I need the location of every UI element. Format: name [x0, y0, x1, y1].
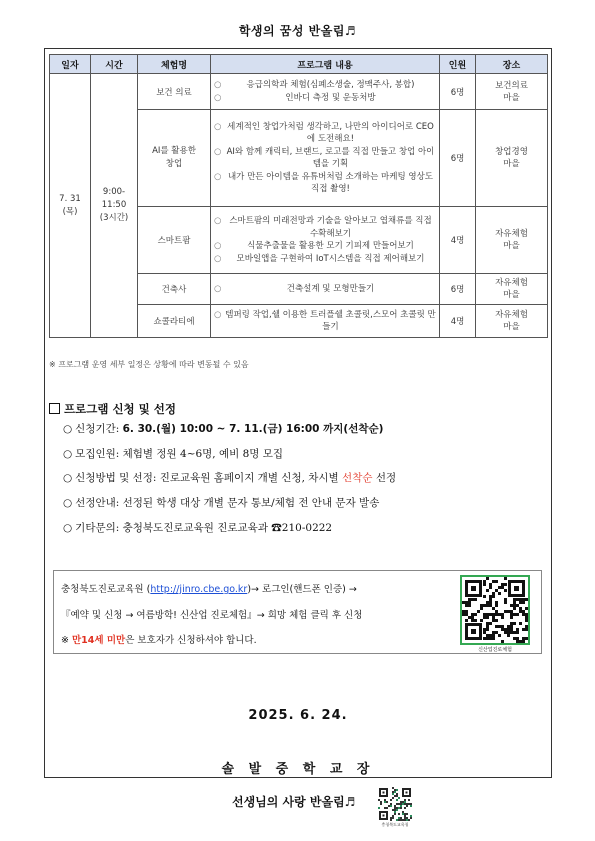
program-content	[211, 207, 440, 274]
program-count: 4명	[440, 207, 476, 274]
circle-bullet-icon: ○	[214, 80, 222, 90]
program-content	[211, 274, 440, 305]
jinro-link[interactable]: http://jinro.cbe.go.kr	[150, 584, 248, 595]
program-name: 쇼콜라티에	[138, 305, 211, 338]
circle-bullet-icon: ○	[214, 216, 222, 226]
program-place: 창업경영 마을	[476, 110, 548, 207]
col-header-content: 프로그램 내용	[211, 55, 440, 74]
circle-bullet-icon: ○	[214, 121, 222, 132]
circle-bullet-icon: ○	[63, 497, 73, 509]
circle-bullet-icon: ○	[63, 522, 73, 534]
office-qr-icon	[378, 787, 412, 821]
notice-frame	[44, 48, 552, 778]
program-name: AI를 활용한 창업	[138, 110, 211, 207]
qr-caption: 신산업진로체험	[478, 647, 512, 653]
document-date: 2025. 6. 24.	[248, 708, 348, 723]
circle-bullet-icon: ○	[63, 472, 73, 484]
age-highlight: 만14세 미만	[71, 635, 126, 646]
circle-bullet-icon: ○	[214, 309, 222, 320]
table-row	[50, 74, 548, 110]
apply-instructions-box	[53, 570, 542, 654]
list-item: ○ 내가 만든 아이템을 유튜버처럼 소개하는 마케팅 영상도 직접 촬영!	[214, 171, 434, 194]
qr-code-graphic	[462, 577, 528, 643]
apply-line-2: 『예약 및 신청 → 여름방학! 신산업 진로체험』→ 희망 체험 클릭 후 신청	[61, 610, 363, 621]
col-header-time: 시간	[91, 55, 138, 74]
circle-bullet-icon: ○	[214, 253, 222, 264]
list-item: ○ AI와 함께 캐릭터, 브랜드, 로고를 직접 만들고 창업 아이템을 기획	[214, 146, 435, 169]
col-header-date: 일자	[50, 55, 91, 74]
list-item: ○ 건축설계 및 모형만들기	[214, 283, 375, 294]
list-item: ○ 세계적인 창업가처럼 생각하고, 나만의 아이디어로 CEO에 도전해요!	[214, 121, 434, 144]
info-method: ○ 신청방법 및 선정: 진로교육원 홈페이지 개별 신청, 차시별 선착순 선정	[63, 472, 397, 484]
program-count: 4명	[440, 305, 476, 338]
program-content	[211, 74, 440, 110]
apply-line-1: 충청북도진로교육원 (http://jinro.cbe.go.kr)→ 로그인(핸드폰 인증) →	[61, 584, 357, 595]
period-value: 6. 30.(월) 10:00 ~ 7. 11.(금) 16:00 까지(선착순)	[122, 423, 384, 435]
program-place: 자유체험 마을	[476, 274, 548, 305]
list-item: ○ 모바일앱을 구현하여 IoT시스템을 직접 제어해보기	[214, 253, 425, 264]
col-header-program: 체험명	[138, 55, 211, 74]
program-place: 자유체험 마을	[476, 207, 548, 274]
circle-bullet-icon: ○	[63, 448, 73, 460]
program-content	[211, 110, 440, 207]
top-banner: 학생의 꿈성 반올림♬	[238, 24, 357, 38]
col-header-place: 장소	[476, 55, 548, 74]
circle-bullet-icon: ○	[214, 92, 222, 103]
info-recruit: ○ 모집인원: 체험별 정원 4~6명, 예비 8명 모집	[63, 448, 284, 460]
apply-line-3: ※ 만14세 미만은 보호자가 신청하셔야 합니다.	[61, 635, 257, 646]
bottom-banner: 선생님의 사랑 반올림♬	[232, 795, 356, 809]
program-count: 6명	[440, 110, 476, 207]
program-place: 자유체험 마을	[476, 305, 548, 338]
schedule-header-row	[50, 55, 548, 74]
circle-bullet-icon: ○	[214, 171, 222, 182]
program-place: 보건의료 마을	[476, 74, 548, 110]
program-name: 스마트팜	[138, 207, 211, 274]
col-header-count: 인원	[440, 55, 476, 74]
circle-bullet-icon: ○	[214, 283, 222, 294]
circle-bullet-icon: ○	[214, 146, 222, 157]
qr-code-icon[interactable]	[460, 575, 530, 645]
program-name: 보건 의료	[138, 74, 211, 110]
principal-signature: 솔 발 중 학 교 장	[221, 762, 375, 777]
program-content	[211, 305, 440, 338]
info-guide: ○ 선정안내: 선정된 학생 대상 개별 문자 통보/체험 전 안내 문자 발송	[63, 497, 380, 509]
info-contact: ○ 기타문의: 충청북도진로교육원 진로교육과 ☎210-0222	[63, 522, 333, 534]
program-count: 6명	[440, 274, 476, 305]
section-title: 프로그램 신청 및 선정	[49, 401, 176, 417]
first-come-highlight: 선착순	[342, 472, 373, 484]
schedule-date: 7. 31 (목)	[50, 74, 91, 338]
list-item: ○ 인바디 측정 및 운동처방	[214, 92, 376, 103]
program-count: 6명	[440, 74, 476, 110]
list-item: ○ 템퍼링 작업,쉘 이용한 트러플쉘 초콜릿,스모어 초콜릿 만들기	[214, 309, 436, 332]
list-item: ○ 식물추출물을 활용한 모기 기피제 만들어보기	[214, 241, 414, 251]
info-period: ○ 신청기간: 6. 30.(월) 10:00 ~ 7. 11.(금) 16:00 까지(선착순)	[63, 423, 384, 435]
list-item: ○ 응급의학과 체험(심폐소생술, 정맥주사, 봉합)	[214, 80, 415, 90]
office-logo-caption: 충청북도교육청	[381, 822, 409, 827]
circle-bullet-icon: ○	[63, 423, 73, 435]
schedule-note: ※ 프로그램 운영 세부 일정은 상황에 따라 변동될 수 있음	[49, 360, 249, 369]
schedule-time: 9:00- 11:50 (3시간)	[91, 74, 138, 338]
list-item: ○ 스마트팜의 미래전망과 기술을 알아보고 엽채류를 직접 수확해보기	[214, 216, 432, 239]
program-name: 건축사	[138, 274, 211, 305]
schedule-table	[49, 54, 548, 338]
checkbox-square-icon	[49, 403, 60, 414]
circle-bullet-icon: ○	[214, 241, 222, 251]
